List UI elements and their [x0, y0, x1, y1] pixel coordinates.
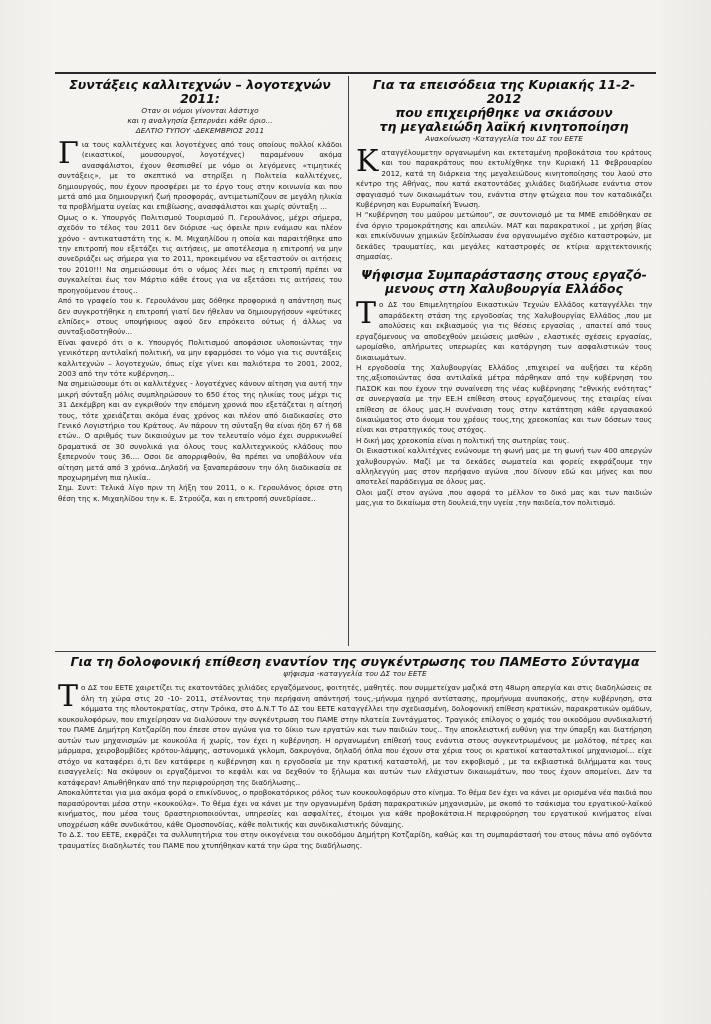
bottom-paragraph-2: Αποκαλύπτεται για μια ακόμα φορά ο επικίνδυνος, ο προβοκατόρικος ρόλος των κουκουλοφόρων στο κίνημα. Το θέμα δεν έχει να κάνει με ορισμένα νέα παιδιά που παρασύρονται μέσα στην «κουκούλα». Το θέμα έχει να κάνει με την οργανωμένη δράση παρακρατικών μηχανισμών, με σκοπό το τσάκισμα του εργατικού-λαϊκού κινήματος, που μέσα τους δραστηριοποιούνται, υπηρεσίες και ασφαλίτες, έτοιμοι για κάθε προβοκάτσια.Η περιφρούρηση του εργατικού κινήματος είναι υποχρέωση κάθε συνδικάτου, κάθε Ομοσπονδίας, κάθε πολιτικής και συνδικαλιστικής δύναμης. — [58, 788, 652, 829]
right-article-source: Ανακοίνωση -Καταγγελία του ΔΣ του ΕΕΤΕ — [425, 134, 583, 143]
right-paragraph-3-text: ο ΔΣ του Επιμελητηρίου Εικαστικών Τεχνών Ελλάδος καταγγέλλει την απαράδεκτη στάση της εργοδοσίας της Χαλυβουργίας Ελλάδος ,που με απολύσεις και εκβιασμούς για τις θέσεις εργασίας , απαιτεί από τους εργαζόμενους να αποδεχθούν μειώσεις μισθών , ελαστικές σχέσεις εργασίας, ωρομίσθιο, απλήρωτες υπερωρίες και κατάργηση των ασφαλιστικών τους δικαιωμάτων. — [356, 300, 652, 362]
left-paragraph-1 — [58, 136, 342, 213]
bottom-article — [58, 655, 652, 851]
left-paragraph-5: Να σημειώσουμε ότι οι καλλιτέχνες - λογοτέχνες κάνουν αίτηση για αυτή την μικρή σύνταξη μόλις συμπληρώσουν το 650 έτος της ηλικίας τους μέχρι τις 31 Δεκέμβρη και αν εγκριθούν την επόμενη χρονιά που εξετάζεται η αίτησή τους, τότε χρειάζεται ακόμα ένας χρόνος και πλέον από διαδικασίες στο Γενικό Λογιστήριο του Κράτους. Αν πάρουν τη σύνταξη θα είναι ήδη 67 ή 68 ετών.. Ο αριθμός των δικαιούχων με τον τελευταίο νόμο έχει συρρικνωθεί δραματικά σε 30 συνολικά για όλους τους καλλιτεχνικούς κλάδους που ξεπερνούν τους 36.... Οσοι δε απορριφθούν, θα πρέπει να υποβάλουν νέα αίτηση μετά από 3 χρόνια..Δηλαδή να ξαναπεράσουν την όλη διαδικασία σε προχωρημένη πια ηλικία.. — [58, 379, 342, 482]
top-rule — [55, 72, 656, 74]
left-article-subtitle-2: και η αναλγησία ξεπερνάει κάθε όριο... — [127, 116, 273, 125]
right-paragraph-7: Ολοι μαζί στον αγώνα ,που αφορά το μέλλον το δικό μας και των παιδιών μας,για το δικαίωμα στη δουλειά,την υγεία ,την παιδεία,τον πολιτισμό. — [356, 487, 652, 508]
right-paragraph-6: Οι Εικαστικοί καλλιτέχνες ενώνουμε τη φωνή μας με τη φωνή των 400 απεργών χαλυβουργών. Μαζί με τα δεκάδες σωματεία και φορείς εκφράζουμε την αλληλεγγύη μας στον περήφανο αγώνα ,που δίνουν εδώ και μήνες και που αποτελεί παράδειγμα σε όλους μας. — [356, 446, 652, 487]
right-paragraph-3 — [356, 296, 652, 362]
column-divider — [348, 76, 349, 646]
right-paragraph-5: Η δική μας χρεοκοπία είναι η πολιτική της σωτηρίας τους. — [356, 435, 570, 445]
left-paragraph-2: Ομως ο κ. Υπουργός Πολιτισμού Τουρισμού Π. Γερουλάνος, μέχρι σήμερα, σχεδόν το τέλος του 2011 δεν διόρισε -ως όφειλε πριν ενάμισυ και πλέον χρόνο - αντικαταστάτη της κ. Μ. Μιχαηλίδου η οποία και παραιτήθηκε απο την επιτροπή που εξετάζει τις αιτήσεις, με αποτέλεσμα η επιτροπή να μην συνεδριάζει ως σήμερα για το 2011, προκειμένου να εξεταστούν οι αιτήσεις του 2010!!! Να σημειώσουμε ότι ο νόμος λέει πως η επιτροπή πρέπει να συγκαλείται έως τον Μάρτιο κάθε έτους για να εξετάσει τις αιτήσεις του προηγούμενου έτους.. — [58, 212, 342, 295]
right-paragraph-4: Η εργοδοσία της Χαλυβουργίας Ελλάδος ,επιχειρεί να αυξήσει τα κέρδη της,αξιοποιώντας όσα αντιλαϊκά μέτρα πάρθηκαν από την κυβέρνηση του ΠΑΣΟΚ και που έχουν την συναίνεση της νέας κυβέρνησης “εθνικής ενότητας” σε συνεργασία με την ΕΕ.Η επίθεση στους εργαζόμενους της εταιρίας είναι επίθεση σε όλους μας.Η συνέναιση τους στην κατάπτηση κάθε εργασιακού δικαιώματος στο όνομα του χρέους τους,της χρεοκοπίας και των δόσεων τους είναι και στρατηγικός τους στόχος. — [356, 362, 652, 435]
right-paragraph-1 — [356, 144, 652, 210]
right-paragraph-2: Η “κυβέρνηση του μαύρου μετώπου”, σε συντονισμό με τα ΜΜΕ επιδόθηκαν σε ένα όργιο τρομοκράτησης και απειλών. ΜΑΤ και παρακρατικοί , με χρήση βίας και επικίνδυνων χημικών ξεδίπλωσαν ένα οργανωμένο σχέδιο καταστροφών, με δεκάδες τραυματίες, και μεγάλες καταστροφές σε κτίρια αρχιτεκτονικής σημασίας. — [356, 210, 652, 262]
bottom-paragraph-1-text: ο ΔΣ του ΕΕΤΕ χαιρετίζει τις εκατοντάδες χιλιάδες εργαζόμενους, φοιτητές, μαθητές. που συμμετείχαν μαζικά στη 48ωρη απεργία και στις διαδηλώσεις σε όλη τη χώρα στις 20 -10- 2011, στέλνοντας την περήφανη απάντησή τους,-μήνυμα ηχηρό αντίστασης, προμήνυμα ανυπακοής, στην κυβέρνηση, στα κόμματα της πλουτοκρατίας, στην Τρόικα, στο Δ.Ν.Τ Το ΔΣ του ΕΕΤΕ καταγγέλλει την σχεδιασμένη, δολοφονική επίθεση κρατικών, παρακρατικών ομάδων, κουκουλοφόρων, που επιχείρησαν να διαλύσουν την συγκέντρωση του ΠΑΜΕ στην πλατεία Συντάγματος. Τραγικός επίλογος ο χαμός του οικοδόμου συνδικαλιστή του ΠΑΜΕ Δημήτρη Κοτζαρίδη που έπεσε στον αγώνα για το δίκιο των εργατών και των παιδιών τους.. Την αποκλειστική ευθύνη για την ύπαρξη και διατήρηση αυτών των μηχανισμών με κουκούλα ή χωρίς, τον έχει η κυβέρνηση. Η οργανωμένη επίθεσή τους ενάντια στους συγκεντρωμένους με μολότοφ, πέτρες και μάρμαρα, χειροβομβίδες κρότου-λάμψης, αστυνομικά γκλομπ, δακρυγόνα, δηλαδή όπλα που έχουν στα χέρια τους οι κρατικοί κατασταλτικοί μηχανισμοί... είχε στόχο να καταφέρει ό,τι δεν κατάφερε η κυβέρνηση και η εργοδοσία με την κρατική καταστολή, με τον εκφοβισμό , με τα εκβιαστικά διλήμματα και τους εισαγγελείς: Να σκύψουν οι εργαζόμενοι το κεφάλι και να δεχθούν το ξήλωμα και αυτών των ελάχιστων δικαιωμάτων, που τους έχουν απομείνει. Δεν τα κατάφεραν! Απωθήθηκαν από την περιφρούρηση της διαδήλωσης.. — [58, 683, 652, 787]
right-article2-title-2: μενους στη Χαλυβουργία Ελλάδος — [385, 281, 623, 297]
right-paragraph-1-text: αταγγέλουμετην οργανωμένη και εκτεταμένη προβοκάτσια του κράτους και του παρακράτους που εκτυλίχθηκε την Κυριακή 11 Φεβρουαρίου 2012, κατά τη διάρκεια της μεγαλειώδους κινητοποίησης του λαού στο κέντρο της Αθήνας, που κατά εκατοντάδες χιλιάδες διαδήλωσε ενάντια στον σφαγιασμό των δικαιωμάτων του, ενάντια στην φτώχεια που τον καταδικάζει Κυβέρνηση και Ευρωπαϊκή Ένωση. — [356, 148, 652, 210]
bottom-paragraph-1 — [58, 679, 652, 788]
right-article — [356, 78, 652, 509]
left-paragraph-1-text: ια τους καλλιτέχνες και λογοτέχνες από τους οποίους πολλοί κλάδοι (εικαστικοί, μουσουργοί, λογοτέχνες) παραμένουν ακόμα ανασφάλιστοι, έχουν θεσπισθεί με νόμο οι λεγόμενες «τιμητικές συντάξεις», με το σκεπτικό να στηρίξει η Πολιτεία καλλιτέχνες, δημιουργούς, που έχουν προσφέρει με το έργο τους στην κοινωνία και που μετά από μια δημιουργική ζωή προσφοράς, αντιμετωπίζουν σε μεγάλη ηλικία τα προβλήματα υγείας και επιβίωσης, ανασφάλιστοι και χωρίς σύνταξη ... — [58, 140, 342, 212]
right-article-title-3: τη μεγαλειώδη λαϊκή κινητοποίηση — [379, 119, 629, 134]
left-article-title: Συντάξεις καλλιτεχνών – λογοτεχνών 2011: — [69, 77, 331, 106]
left-note: Σημ. Συντ: Τελικά λίγο πριν τη λήξη του 2011, ο κ. Γερουλάνος όρισε στη θέση της κ. Μιχαηλίδου την κ. Ε. Στρούζα, και η επιτροπή συνεδρίασε.. — [58, 483, 342, 503]
right-dropcap-2: Τ — [356, 296, 377, 332]
right-dropcap: Κ — [356, 144, 379, 179]
left-dropcap: Γ — [58, 136, 79, 171]
bottom-dropcap: Τ — [58, 679, 79, 714]
bottom-article-title: Για τη δολοφονική επίθεση εναντίον της συγκέντρωσης του ΠΑΜΕστο Σύνταγμα — [70, 654, 640, 669]
bottom-paragraph-3: Το Δ.Σ. του ΕΕΤΕ, εκφράζει τα συλλυπητήρια του στην οικογένεια του οικοδόμου Δημήτρη Κοτζαρίδη, καθώς και τη συμπαράστασή του στους πάνω από ογδόντα τραυματίες διαδηλωτές του ΠΑΜΕ που χτυπήθηκαν κατά την ώρα της διαδήλωσης. — [58, 830, 652, 850]
bottom-article-source: ψήφισμα -καταγγελία του ΔΣ του ΕΕΤΕ — [283, 669, 427, 678]
left-article — [58, 78, 342, 504]
left-article-subtitle-1: Οταν οι νόμοι γίνονται λάστιχο — [141, 106, 259, 115]
left-paragraph-4: Είναι φανερό ότι ο κ. Υπουργός Πολιτισμού αποφάσισε υλοποιώντας την γενικότερη αντιλαϊκή πολιτική, να μην εφαρμόσει το νόμο για τις συντάξεις καλλιτεχνών – λογοτεχνών, όπως είχε γίνει και παλιότερα το 2001, 2002, 2003 από την τότε κυβέρνηση... — [58, 337, 342, 378]
section-divider — [55, 651, 656, 652]
right-article-title-1: Για τα επεισόδεια της Κυριακής 11-2-2012 — [372, 77, 636, 106]
left-article-source: ΔΕΛΤΙΟ ΤΥΠΟΥ -ΔΕΚΕΜΒΡΙΟΣ 2011 — [135, 126, 265, 135]
left-paragraph-3: Από το γραφείο του κ. Γερουλάνου μας δόθηκε προφορικά η απάντηση πως δεν συγκροτήθηκε η επιτροπή γιατί δεν ήθελαν να δημιουργήσουν «ψεύτικες ελπίδες» στους υποψήφιους αφού δεν επρόκειτο ούτως ή άλλως να συνταξιοδοτηθούν... — [58, 296, 342, 337]
right-article2-title-1: Ψήφισμα Συμπαράστασης στους εργαζό- — [361, 267, 647, 283]
right-article-title-2: που επιχειρήθηκε να σκιάσουν — [395, 105, 613, 120]
